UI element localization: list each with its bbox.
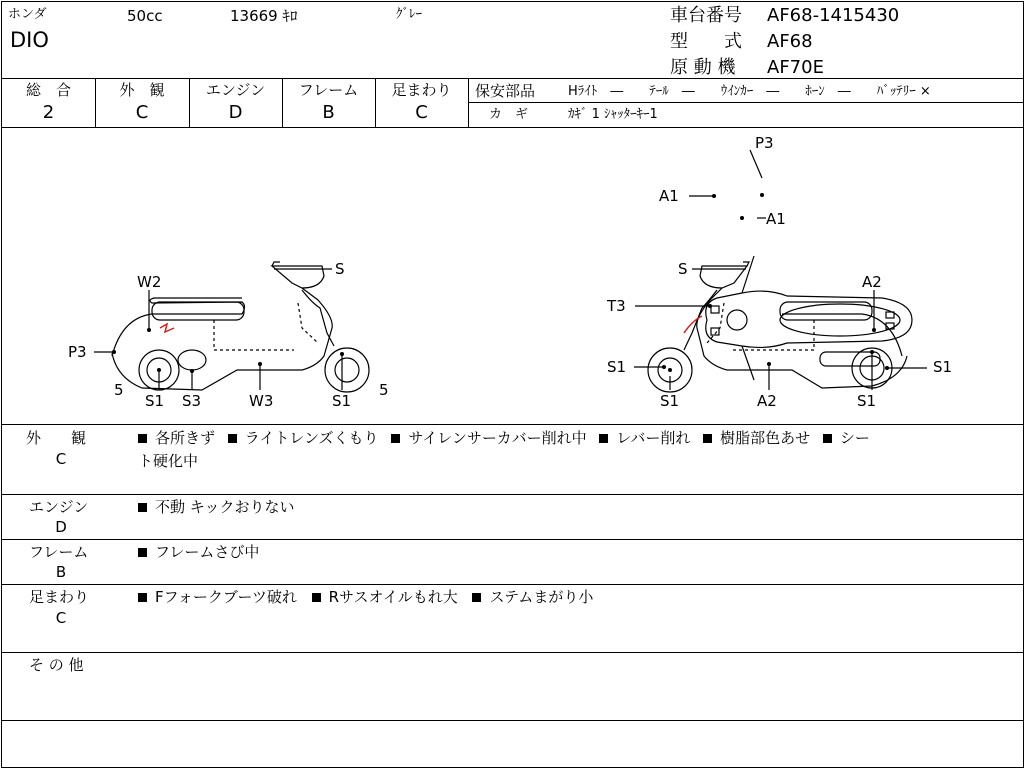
detail-wrap: ト硬化中 (138, 452, 199, 470)
detail-label: そ の 他 (29, 656, 84, 674)
label-right-s1c: S1 (857, 392, 877, 410)
safety-label: 保安部品 (475, 82, 536, 100)
key-label: カ ギ (489, 107, 529, 122)
label-top-a1-left: A1 (659, 187, 679, 205)
grade-suspension-value: C (415, 102, 428, 123)
label-right-s1b: S1 (660, 392, 680, 410)
detail-item: Fフォークブーツ破れ (155, 588, 297, 606)
label-left-p3: P3 (68, 343, 87, 361)
label-left-s1b: S1 (332, 392, 352, 410)
detail-item: ライトレンズくもり (244, 429, 379, 447)
grade-suspension-label: 足まわり (391, 81, 452, 99)
label-top-p3: P3 (755, 134, 774, 152)
displacement: 50cc (127, 7, 163, 25)
detail-label: フレーム (29, 543, 89, 561)
type-value: AF68 (767, 31, 813, 52)
grade-exterior-value: C (135, 102, 149, 123)
detail-item: シー (839, 429, 870, 447)
grade-overall-value: 2 (42, 102, 55, 123)
label-left-w2: W2 (137, 273, 162, 291)
label-right-s1d: S1 (933, 358, 953, 376)
grade-frame-value: B (322, 102, 335, 123)
label-right-a2a: A2 (862, 273, 882, 291)
grade-engine-label: エンジン (205, 81, 266, 99)
detail-item: ステムまがり小 (489, 588, 594, 606)
model: DIO (10, 28, 49, 52)
label-top-a1-right: A1 (766, 210, 786, 228)
detail-label: 外 観 (26, 429, 87, 447)
detail-item: サイレンサーカバー削れ中 (408, 429, 587, 447)
grade-exterior-label: 外 観 (119, 81, 165, 99)
label-left-s3: S3 (182, 392, 202, 410)
engine-label: 原 動 機 (670, 57, 736, 78)
detail-grade: B (55, 563, 67, 581)
label-left-s1a: S1 (145, 392, 165, 410)
detail-item: Rサスオイルもれ大 (328, 588, 458, 606)
detail-item: 不動 キックおりない (155, 498, 295, 516)
label-left-s: S (335, 260, 345, 278)
grade-frame-label: フレーム (298, 81, 359, 99)
frame-no-label: 車台番号 (670, 5, 742, 26)
safety-items: Hﾗｲﾄ ― ﾃｰﾙ ― ｳｲﾝｶｰ ― ﾎｰﾝ ― ﾊﾞｯﾃﾘｰ × (568, 84, 931, 99)
mileage: 13669 ｷﾛ (230, 7, 298, 25)
engine-value: AF70E (767, 57, 824, 78)
detail-label: 足まわり (29, 588, 90, 606)
frame-no: AF68-1415430 (767, 5, 900, 26)
detail-grade: C (55, 609, 67, 627)
label-left-5b: 5 (379, 381, 389, 399)
key-value: ｶｷﾞ 1 ｼｬｯﾀｰｷｰ1 (568, 107, 658, 122)
detail-item: 樹脂部色あせ (720, 429, 811, 447)
maker: ホンダ (8, 7, 47, 22)
label-left-w3: W3 (249, 392, 274, 410)
inspection-sheet (1, 1, 1024, 768)
damage-diagram (2, 128, 1023, 428)
grade-overall-label: 総 合 (25, 81, 71, 99)
label-right-a2b: A2 (757, 392, 777, 410)
color: ｸﾞﾚｰ (396, 7, 422, 22)
type-label: 型 式 (670, 31, 742, 52)
red-damage-mark-left (160, 324, 174, 332)
detail-item: 各所きず (155, 429, 216, 447)
label-right-s1a: S1 (607, 358, 627, 376)
detail-grade: D (55, 518, 67, 536)
label-right-s: S (678, 260, 688, 278)
detail-item: フレームさび中 (155, 543, 260, 561)
label-right-t3: T3 (607, 297, 626, 315)
detail-grade: C (55, 450, 67, 468)
detail-item: レバー削れ (616, 429, 691, 447)
grade-engine-value: D (228, 102, 243, 123)
label-left-5a: 5 (114, 381, 124, 399)
detail-label: エンジン (29, 498, 89, 516)
